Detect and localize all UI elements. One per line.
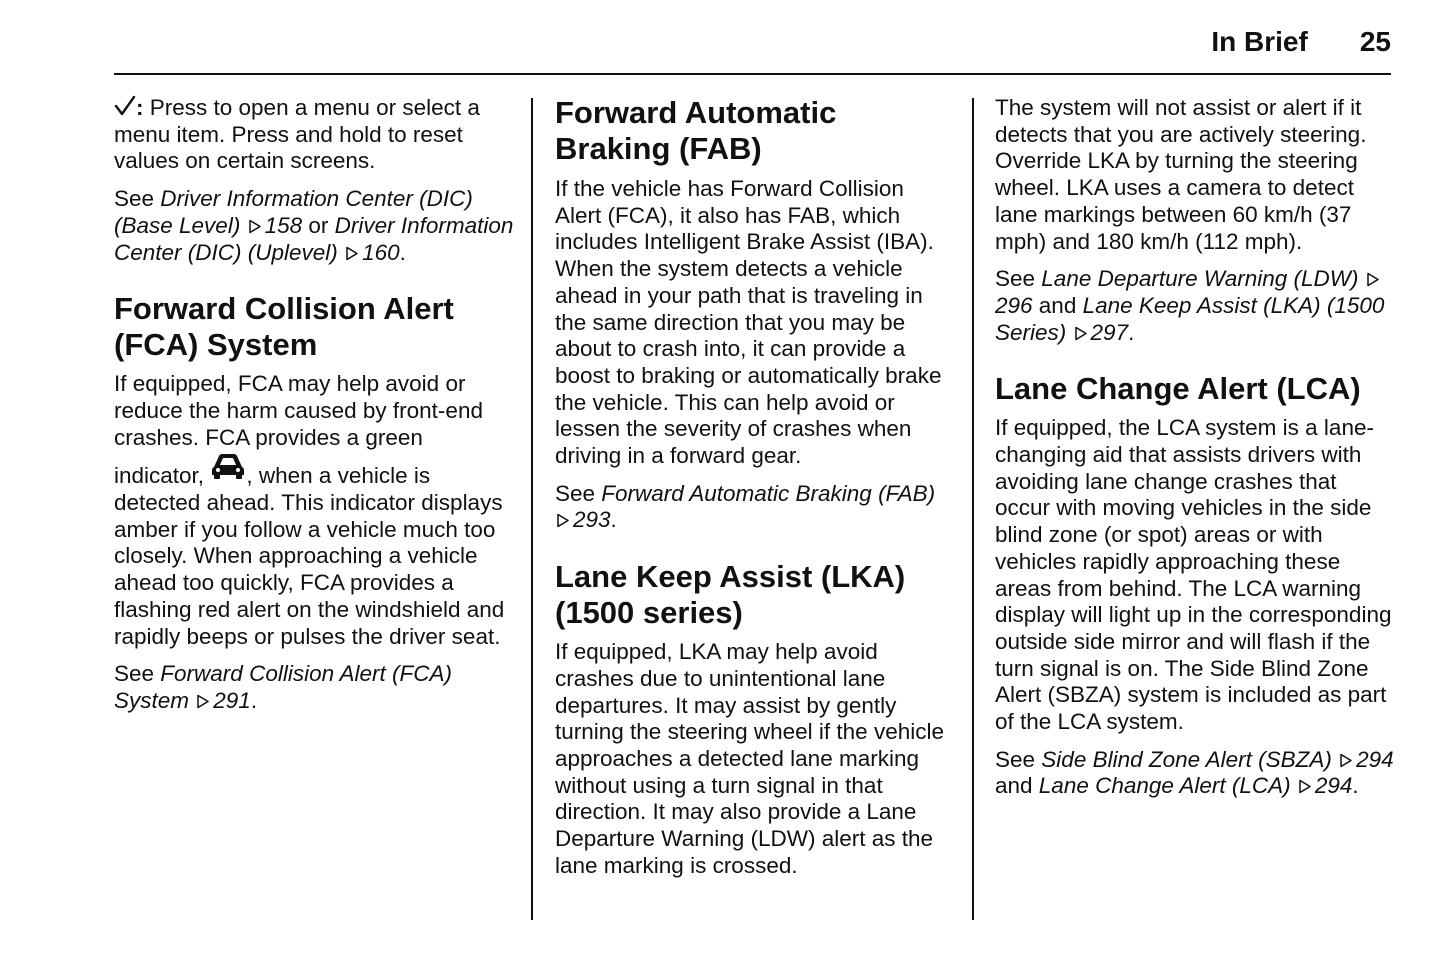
ref-lca-page: 294	[1314, 773, 1353, 799]
fca-heading: Forward Collision Alert (FCA) System	[114, 291, 454, 363]
lka-paragraph: If equipped, LKA may help avoid crashes due to unintentional lane departures. It may assist by gently turning the steering wheel if the vehicle approaches a detected lane marking without using a turn signal in that direction. It may also provide a Lane Departure Warning (LDW) alert as the lane marking is crossed.	[555, 639, 944, 878]
ref-ldw: Lane Departure Warning (LDW)	[1041, 266, 1359, 292]
page-number: 25	[1359, 26, 1391, 57]
see-fab-reference	[555, 481, 955, 534]
page-reference-arrow-icon	[1338, 753, 1353, 768]
see-label: See	[114, 661, 161, 687]
ref-fca: Forward Collision Alert (FCA) System	[114, 661, 453, 713]
fca-text-part-1: If equipped, FCA may help avoid or reduce the harm caused by front-end crashes. FCA provides a green indicator,	[114, 371, 483, 489]
page-reference-arrow-icon	[1297, 779, 1312, 794]
or-label: or	[302, 212, 335, 238]
ref-fca-page: 291	[213, 687, 251, 713]
fab-heading: Forward Automatic Braking (FAB)	[555, 95, 837, 166]
ref-fab-page: 293	[573, 507, 611, 533]
period: .	[1128, 319, 1135, 345]
see-ldw-lka-reference	[995, 266, 1395, 346]
period: .	[1352, 773, 1359, 799]
page-reference-arrow-icon	[1073, 326, 1088, 341]
ref-dic-uplevel-page: 160	[362, 239, 400, 265]
ref-lka-page: 297	[1090, 319, 1129, 345]
page-reference-arrow-icon	[555, 513, 570, 528]
check-text: Press to open a menu or select a menu item. Press and hold to reset values on certain screens.	[114, 95, 480, 174]
header-rule	[114, 73, 1391, 75]
period: .	[250, 687, 258, 713]
see-label: See	[114, 186, 161, 212]
lka-heading: Lane Keep Assist (LKA) (1500 series)	[555, 559, 906, 631]
fab-paragraph: If the vehicle has Forward Collision Alert (FCA), it also has FAB, which includes Intelligent Brake Assist (IBA). When the system detects a vehicle ahead in your path that is traveling in the same direction that you may be about to crash into, it can provide a boost to braking or automatically brake the vehicle. This can help avoid or lessen the severity of crashes when driving in a forward gear.	[555, 176, 942, 469]
page-header	[1211, 26, 1391, 58]
page-reference-arrow-icon	[247, 219, 262, 234]
lka-continued-paragraph: The system will not assist or alert if it detects that you are actively steering. Override LKA by turning the steering wheel. LKA uses a camera to detect lane markings between 60 km/h (37 mph) and 180 km/h (112 mph).	[995, 95, 1367, 254]
see-label: See	[995, 266, 1042, 292]
column-3	[995, 95, 1395, 811]
fca-paragraph	[114, 371, 514, 650]
ref-sbza-page: 294	[1356, 746, 1394, 772]
see-sbza-lca-reference	[995, 747, 1395, 800]
vehicle-ahead-indicator-icon	[210, 451, 246, 481]
page-reference-arrow-icon	[195, 694, 210, 709]
column-divider-2	[972, 98, 974, 920]
and-label: and	[995, 773, 1039, 799]
check-button-description	[114, 95, 514, 175]
lca-paragraph: If equipped, the LCA system is a lane-changing aid that assists drivers with avoiding lane change crashes that occur with moving vehicles in the side blind zone (or spot) areas or with vehicles rapidly approaching these areas from behind. The LCA warning display will light up in the corresponding outside side mirror and will flash if the turn signal is on. The Side Blind Zone Alert (SBZA) system is included as part of the LCA system.	[995, 415, 1392, 735]
see-label: See	[995, 746, 1042, 772]
ref-ldw-page: 296	[995, 292, 1033, 318]
ref-lca: Lane Change Alert (LCA)	[1038, 773, 1291, 799]
column-2	[555, 95, 955, 890]
see-label: See	[555, 480, 602, 506]
and-label: and	[1032, 292, 1083, 318]
period: .	[610, 507, 617, 533]
ref-dic-base: Driver Information Center (DIC) (Base Level)	[114, 186, 473, 238]
page-reference-arrow-icon	[344, 246, 359, 261]
ref-dic-base-page: 158	[264, 212, 303, 238]
column-divider-1	[531, 98, 533, 920]
check-icon	[114, 95, 136, 117]
period: .	[399, 239, 406, 265]
ref-dic-uplevel: Driver Information Center (DIC) (Uplevel)	[114, 212, 514, 265]
column-1	[114, 95, 514, 726]
fca-text-part-2: , when a vehicle is detected ahead. This indicator displays amber if you follow a vehicle much too closely. When approaching a vehicle ahead too quickly, FCA provides a flashing red alert on the windshield and rapidly beeps or pulses the driver seat.	[114, 463, 505, 649]
ref-fab: Forward Automatic Braking (FAB)	[601, 480, 936, 506]
ref-sbza: Side Blind Zone Alert (SBZA)	[1041, 746, 1332, 772]
ref-lka: Lane Keep Assist (LKA) (1500 Series)	[995, 292, 1385, 345]
page-reference-arrow-icon	[1365, 272, 1380, 287]
see-dic-reference	[114, 186, 514, 266]
see-fca-reference	[114, 661, 514, 714]
section-title: In Brief	[1211, 26, 1308, 57]
lca-heading: Lane Change Alert (LCA)	[995, 371, 1361, 407]
check-colon: :	[136, 95, 144, 120]
